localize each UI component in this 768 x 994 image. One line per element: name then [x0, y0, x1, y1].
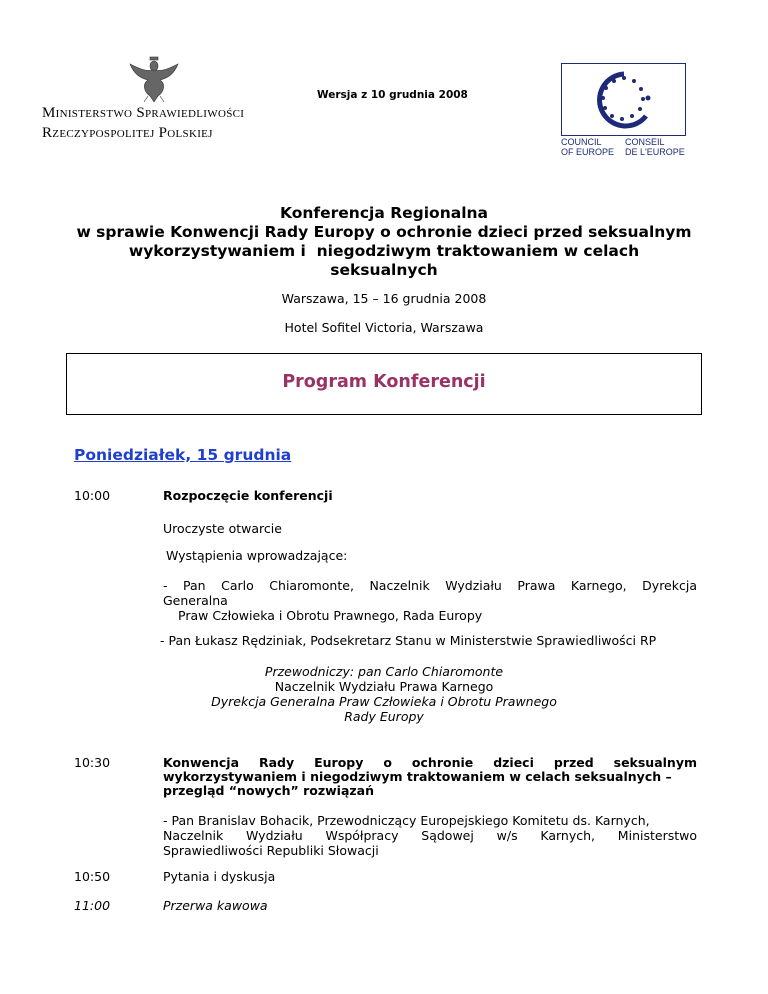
chair-block: [0, 664, 768, 724]
ministry-line-1: Ministerstwo Sprawiedliwości: [42, 105, 245, 121]
coe-fr-line-1: CONSEIL: [625, 137, 665, 147]
title-line-4: seksualnych: [330, 261, 438, 279]
time-1100: 11:00: [74, 898, 111, 913]
place-date: Warszawa, 15 – 16 grudnia 2008: [281, 291, 487, 306]
title-line-2: w sprawie Konwencji Rady Europy o ochronie dzieci przed seksualnym: [76, 223, 692, 241]
day-heading[interactable]: Poniedziałek, 15 grudnia: [74, 446, 292, 464]
speaker-3-line-1: - Pan Branislav Bohacik, Przewodniczący Europejskiego Komitetu ds. Karnych,: [163, 813, 650, 828]
convention-line-3: przegląd “nowych” rozwiązań: [163, 783, 375, 798]
council-of-europe-logo: [561, 63, 686, 136]
venue: Hotel Sofitel Victoria, Warszawa: [284, 320, 484, 335]
version-date: Wersja z 10 grudnia 2008: [317, 89, 468, 101]
speaker-1-line-3: Praw Człowieka i Obrotu Prawnego, Rada Europy: [178, 608, 483, 623]
title-line-3: wykorzystywaniem i niegodziwym traktowaniem w celach: [128, 242, 640, 260]
speaker-2: - Pan Łukasz Rędziniak, Podsekretarz Stanu w Ministerstwie Sprawiedliwości RP: [160, 633, 657, 648]
coe-french: [625, 137, 685, 157]
title-line-1: Konferencja Regionalna: [279, 204, 489, 222]
polish-eagle-emblem: [126, 52, 182, 104]
opening-heading: Rozpoczęcie konferencji: [163, 488, 333, 503]
chair-line-1: Przewodniczy: pan Carlo Chiaromonte: [264, 664, 504, 679]
conference-title: [40, 204, 728, 280]
coe-en-line-1: COUNCIL: [561, 137, 602, 147]
intro-speeches: Wystąpienia wprowadzające:: [166, 548, 348, 563]
ceremonial-opening: Uroczyste otwarcie: [163, 521, 282, 536]
convention-line-2: wykorzystywaniem i niegodziwym traktowaniem w celach seksualnych –: [163, 769, 672, 784]
ministry-line-2: Rzeczypospolitej Polskiej: [42, 125, 213, 141]
speaker-3-line-3: Sprawiedliwości Republiki Słowacji: [163, 843, 379, 858]
time-1030: 10:30: [74, 755, 111, 770]
chair-line-2: Naczelnik Wydziału Prawa Karnego: [274, 679, 494, 694]
coe-en-line-2: OF EUROPE: [561, 147, 615, 157]
program-title: Program Konferencji: [282, 372, 486, 392]
convention-line-1: Konwencja Rady Europy o ochronie dzieci przed seksualnym: [163, 755, 697, 770]
time-1050: 10:50: [74, 869, 111, 884]
coffee-break: Przerwa kawowa: [163, 898, 268, 913]
speaker-1-line-2: Generalna: [163, 593, 228, 608]
questions: Pytania i dyskusja: [163, 869, 276, 884]
chair-line-4: Rady Europy: [344, 709, 424, 724]
coe-fr-line-2: DE L'EUROPE: [625, 147, 685, 157]
ministry-name: [42, 103, 244, 143]
speaker-3-line-2: Naczelnik Wydziału Współpracy Sądowej w/s Karnych, Ministerstwo: [163, 828, 697, 843]
coe-english: [561, 137, 621, 157]
council-of-europe-caption: [561, 137, 691, 157]
time-1000: 10:00: [74, 488, 111, 503]
speaker-1-line-1: - Pan Carlo Chiaromonte, Naczelnik Wydziału Prawa Karnego, Dyrekcja: [163, 578, 697, 593]
chair-line-3: Dyrekcja Generalna Praw Człowieka i Obrotu Prawnego: [211, 694, 557, 709]
